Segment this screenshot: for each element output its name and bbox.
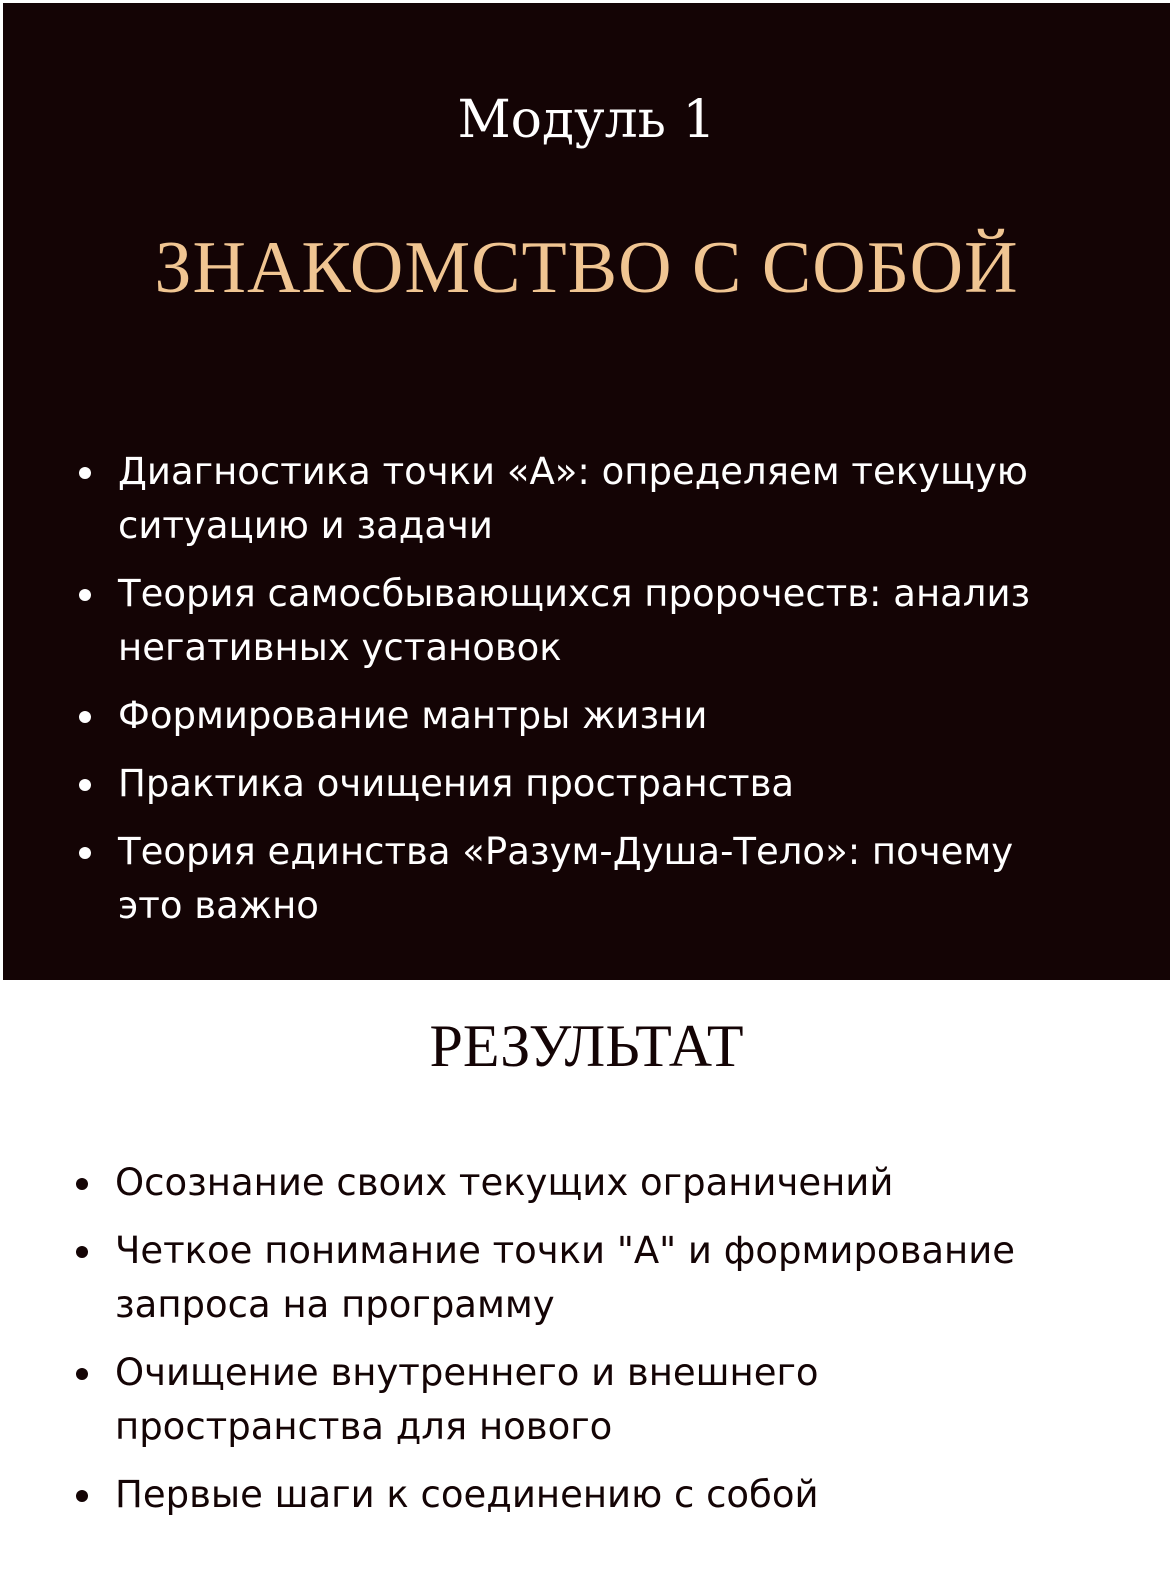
- bullet-dot-icon: [79, 589, 91, 601]
- result-item-text: Первые шаги к соединению с собой: [115, 1473, 819, 1516]
- result-list: [0, 1156, 1100, 1536]
- result-item-text: Осознание своих текущих ограничений: [115, 1161, 894, 1204]
- bullet-dot-icon: [79, 779, 91, 791]
- bullet-dot-icon: [79, 847, 91, 859]
- bullet-dot-icon: [76, 1246, 88, 1258]
- result-title: РЕЗУЛЬТАТ: [429, 1013, 744, 1079]
- module-panel: [3, 3, 1170, 980]
- module-topic-item: [3, 825, 1038, 933]
- result-item-text: Четкое понимание точки "А" и формирование запроса на программу: [115, 1229, 1016, 1326]
- module-topic-item: [3, 757, 1038, 811]
- result-item: [0, 1346, 1095, 1454]
- module-topic-item: [3, 567, 1038, 675]
- result-item-text: Очищение внутреннего и внешнего пространства для нового: [115, 1351, 819, 1448]
- module-topic-text: Теория единства «Разум-Душа-Тело»: почему это важно: [118, 830, 1014, 927]
- bullet-dot-icon: [76, 1178, 88, 1190]
- bullet-dot-icon: [79, 711, 91, 723]
- result-item: [0, 1156, 1095, 1210]
- module-topic-text: Диагностика точки «А»: определяем текущую ситуацию и задачи: [118, 450, 1028, 547]
- bullet-dot-icon: [76, 1490, 88, 1502]
- result-item: [0, 1468, 1095, 1522]
- module-label: Модуль 1: [457, 90, 716, 150]
- result-item: [0, 1224, 1095, 1332]
- module-topic-item: [3, 445, 1038, 553]
- bullet-dot-icon: [76, 1368, 88, 1380]
- bullet-dot-icon: [79, 467, 91, 479]
- module-topic-text: Теория самосбывающихся пророчеств: анализ негативных установок: [118, 572, 1031, 669]
- module-topic-item: [3, 689, 1038, 743]
- module-topic-text: Формирование мантры жизни: [118, 694, 708, 737]
- module-topic-text: Практика очищения пространства: [118, 762, 795, 805]
- module-title: ЗНАКОМСТВО С СОБОЙ: [154, 227, 1019, 309]
- module-topics-list: [3, 445, 1103, 947]
